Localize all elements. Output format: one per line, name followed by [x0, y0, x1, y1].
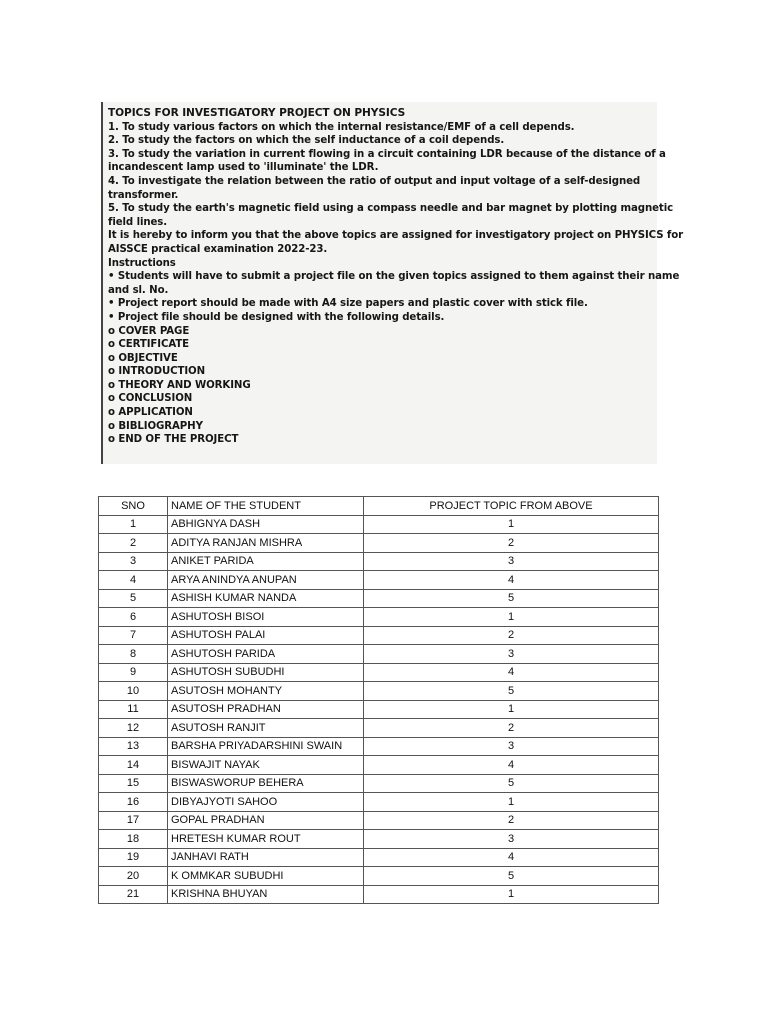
notice-line: o CERTIFICATE — [108, 339, 190, 351]
notice-line: transformer. — [108, 189, 179, 201]
notice-line: • Project report should be made with A4 size papers and plastic cover with stick file. — [108, 298, 588, 310]
notice-line: o CONCLUSION — [108, 393, 193, 405]
row-student-name: HRETESH KUMAR ROUT — [168, 830, 364, 849]
table-row — [99, 774, 659, 793]
row-student-name: ASUTOSH PRADHAN — [168, 700, 364, 719]
row-project-topic: 4 — [364, 756, 659, 775]
notice-line: 4. To investigate the relation between the ratio of output and input voltage of a self-designed — [108, 175, 641, 187]
table-row — [99, 645, 659, 664]
row-student-name: BISWAJIT NAYAK — [168, 756, 364, 775]
row-student-name: ASHUTOSH BISOI — [168, 608, 364, 627]
row-sno: 19 — [99, 848, 168, 867]
row-sno: 1 — [99, 515, 168, 534]
row-sno: 21 — [99, 885, 168, 904]
row-project-topic: 1 — [364, 608, 659, 627]
row-project-topic: 5 — [364, 589, 659, 608]
table-row — [99, 552, 659, 571]
row-project-topic: 4 — [364, 663, 659, 682]
notice-line: o END OF THE PROJECT — [108, 434, 239, 446]
table-row — [99, 756, 659, 775]
row-project-topic: 4 — [364, 571, 659, 590]
row-project-topic: 1 — [364, 793, 659, 812]
row-sno: 12 — [99, 719, 168, 738]
row-sno: 13 — [99, 737, 168, 756]
header-sno: SNO — [99, 497, 168, 516]
row-project-topic: 3 — [364, 645, 659, 664]
table-header-row — [99, 497, 659, 516]
notice-line: Instructions — [108, 257, 176, 269]
notice-line: and sl. No. — [108, 284, 169, 296]
row-sno: 4 — [99, 571, 168, 590]
scanned-notice — [101, 102, 684, 464]
row-project-topic: 4 — [364, 848, 659, 867]
table-row — [99, 867, 659, 886]
row-sno: 18 — [99, 830, 168, 849]
notice-line: o OBJECTIVE — [108, 352, 178, 364]
notice-line: o THEORY AND WORKING — [108, 379, 251, 391]
table-row — [99, 830, 659, 849]
row-sno: 7 — [99, 626, 168, 645]
table-row — [99, 848, 659, 867]
row-student-name: ANIKET PARIDA — [168, 552, 364, 571]
row-sno: 6 — [99, 608, 168, 627]
row-student-name: BARSHA PRIYADARSHINI SWAIN — [168, 737, 364, 756]
notice-line: o COVER PAGE — [108, 325, 190, 337]
notice-line: 1. To study various factors on which the internal resistance/EMF of a cell depends. — [108, 121, 575, 133]
table-row — [99, 571, 659, 590]
row-project-topic: 2 — [364, 719, 659, 738]
row-sno: 8 — [99, 645, 168, 664]
row-student-name: ASHUTOSH PALAI — [168, 626, 364, 645]
row-sno: 9 — [99, 663, 168, 682]
row-sno: 14 — [99, 756, 168, 775]
row-project-topic: 3 — [364, 552, 659, 571]
row-project-topic: 5 — [364, 682, 659, 701]
row-project-topic: 1 — [364, 700, 659, 719]
row-sno: 17 — [99, 811, 168, 830]
notice-line: o APPLICATION — [108, 407, 193, 419]
row-student-name: ARYA ANINDYA ANUPAN — [168, 571, 364, 590]
table-row — [99, 682, 659, 701]
table-row — [99, 608, 659, 627]
table-row — [99, 793, 659, 812]
row-sno: 10 — [99, 682, 168, 701]
row-project-topic: 2 — [364, 534, 659, 553]
notice-line: field lines. — [108, 216, 168, 228]
table-row — [99, 515, 659, 534]
row-sno: 20 — [99, 867, 168, 886]
row-student-name: ADITYA RANJAN MISHRA — [168, 534, 364, 553]
row-project-topic: 3 — [364, 830, 659, 849]
row-student-name: DIBYAJYOTI SAHOO — [168, 793, 364, 812]
row-student-name: ASHISH KUMAR NANDA — [168, 589, 364, 608]
row-sno: 3 — [99, 552, 168, 571]
row-project-topic: 3 — [364, 737, 659, 756]
table-row — [99, 534, 659, 553]
row-student-name: ASUTOSH RANJIT — [168, 719, 364, 738]
row-project-topic: 2 — [364, 626, 659, 645]
row-sno: 15 — [99, 774, 168, 793]
notice-line: 5. To study the earth's magnetic field using a compass needle and bar magnet by plotting magnetic — [108, 203, 674, 215]
notice-line: AISSCE practical examination 2022-23. — [108, 243, 328, 255]
table-row — [99, 885, 659, 904]
row-student-name: K OMMKAR SUBUDHI — [168, 867, 364, 886]
notice-line: • Students will have to submit a project file on the given topics assigned to them against their name — [108, 271, 680, 283]
row-student-name: ABHIGNYA DASH — [168, 515, 364, 534]
table-row — [99, 700, 659, 719]
row-project-topic: 5 — [364, 774, 659, 793]
row-student-name: ASHUTOSH PARIDA — [168, 645, 364, 664]
row-project-topic: 1 — [364, 885, 659, 904]
notice-title: TOPICS FOR INVESTIGATORY PROJECT ON PHYSICS — [108, 107, 406, 119]
notice-line: o INTRODUCTION — [108, 366, 206, 378]
row-project-topic: 2 — [364, 811, 659, 830]
table-row — [99, 737, 659, 756]
row-student-name: ASUTOSH MOHANTY — [168, 682, 364, 701]
row-sno: 2 — [99, 534, 168, 553]
row-student-name: GOPAL PRADHAN — [168, 811, 364, 830]
table-row — [99, 719, 659, 738]
student-project-table — [98, 496, 659, 904]
notice-line: incandescent lamp used to 'illuminate' the LDR. — [108, 162, 379, 174]
row-sno: 11 — [99, 700, 168, 719]
table-row — [99, 811, 659, 830]
notice-line: It is hereby to inform you that the above topics are assigned for investigatory project on PHYSICS for — [108, 230, 684, 242]
table-row — [99, 663, 659, 682]
notice-line: 2. To study the factors on which the self inductance of a coil depends. — [108, 135, 505, 147]
table-row — [99, 626, 659, 645]
table-row — [99, 589, 659, 608]
row-project-topic: 1 — [364, 515, 659, 534]
row-sno: 5 — [99, 589, 168, 608]
notice-line: • Project file should be designed with the following details. — [108, 311, 445, 323]
header-student-name: NAME OF THE STUDENT — [168, 497, 364, 516]
row-student-name: KRISHNA BHUYAN — [168, 885, 364, 904]
notice-line: o BIBLIOGRAPHY — [108, 420, 203, 432]
row-sno: 16 — [99, 793, 168, 812]
notice-line: 3. To study the variation in current flowing in a circuit containing LDR because of the distance of a — [108, 148, 666, 160]
row-student-name: ASHUTOSH SUBUDHI — [168, 663, 364, 682]
header-project-topic: PROJECT TOPIC FROM ABOVE — [364, 497, 659, 516]
row-student-name: JANHAVI RATH — [168, 848, 364, 867]
row-project-topic: 5 — [364, 867, 659, 886]
row-student-name: BISWASWORUP BEHERA — [168, 774, 364, 793]
